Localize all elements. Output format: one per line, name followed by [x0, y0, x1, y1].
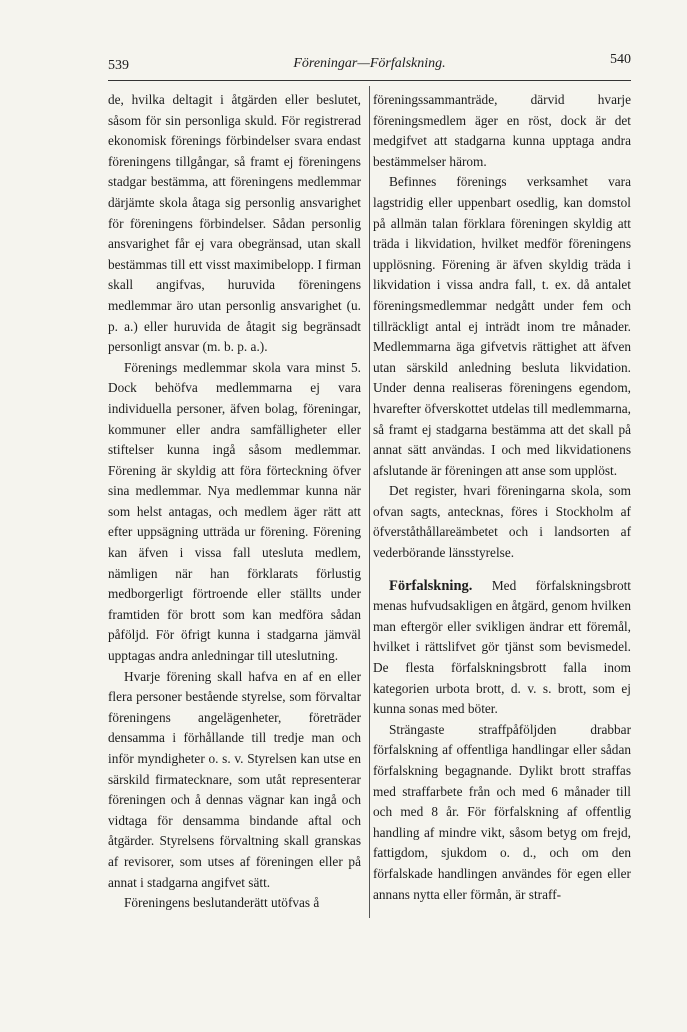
paragraph: Befinnes förenings verksamhet vara lagstridig eller uppenbart osedlig, kan domstol på allmän talan förklara föreningen skyldig att träda i likvidation, hvilket medför föreningens upplösning. Förening är äfven skyldig träda i likvidation i vissa andra fall, t. ex. då antalet föreningsmedlemmar nedgått under fem och tillräckligt antal ej inträdt inom tre månader. Medlemmarna äga gifvetvis rättighet att äfven utan särskild anledning besluta likvidation. Under denna realiseras föreningens egendom, hvarefter öfverskottet utdelas till medlemmarna, så framt ej stadgarna bestämma att det skall på annat sätt användas. I och med likvidationens afslutande är föreningen att anse som upplöst. [373, 174, 631, 478]
article-text: Med förfalskningsbrott menas hufvudsakligen en åtgärd, genom hvilken man eftergör eller svikligen ändrar ett föremål, hvilket i rättslifvet gör tjänst som bevismedel. De flesta förfalskningsbrott falla inom kategorien urbota brott, d. v. s. brott, som ej kunna sonas med böter. [373, 577, 631, 717]
page-number-left: 539 [108, 58, 129, 73]
paragraph: Strängaste straffpåföljden drabbar förfalskning af offentliga handlingar eller sådan förfalskning begagnande. Dylikt brott straffas med straffarbete från och med 6 månader till och med 8 år. För förfalskning af offentlig handling af mindre vikt, såsom betyg om frejd, fattigdom, sjukdom o. d., och om den förfalskade handlingen användes för egen eller annans nytta eller förmån, är straff- [373, 721, 631, 902]
paragraph: föreningssammanträde, därvid hvarje föreningsmedlem äger en röst, dock är det medgifvet att stadgarna kunna upptaga andra bestämmelser härom. [373, 92, 631, 169]
column-divider [369, 86, 370, 918]
paragraph: Förenings medlemmar skola vara minst 5. Dock behöfva medlemmarna ej vara individuella personer, äfven bolag, föreningar, kommuner eller andra samfälligheter eller stiftelser kunna ingå såsom medlemmar. Förening är skyldig att föra förteckning öfver sina medlemmar. Nya medlemmar kunna när som helst antagas, och medlem äger rätt att efter uppsägning utträda ur förening. Förening kan äfven i vissa fall utesluta medlem, nämligen när han förklarats förlustig medborgerligt förtroende eller ställts under framtiden för brott som kan medföra sådan påföljd. För öfrigt kunna i stadgarna jämväl upptagas andra anledningar till uteslutning. [108, 359, 361, 664]
article-heading: Förfalskning. [389, 577, 473, 594]
running-title: Föreningar—Förfalskning. [293, 56, 446, 71]
article-paragraph [373, 576, 631, 720]
header-rule [108, 80, 631, 81]
left-column [108, 90, 361, 914]
paragraph: Det register, hvari föreningarna skola, som ofvan sagts, antecknas, föres i Stockholm af öfverståthållareämbetet och i landsorten af vederbörande länsstyrelse. [373, 483, 631, 561]
right-column [373, 90, 631, 905]
paragraph: de, hvilka deltagit i åtgärden eller beslutet, såsom för sin personliga skuld. För registrerad ekonomisk förenings förbindelser svara endast föreningens tillgångar, så framt ej föreningens stadgar bestämma, att föreningens medlemmar därjämte skola åtaga sig personlig ansvarighet för föreningens förbindelser. Sådan personlig ansvarighet får ej vara obegränsad, utan skall bestämmas till ett visst maximibelopp. I firman skall angifvas, huruvida föreningens medlemmar äro utan personlig ansvarighet (u. p. a.) eller huruvida de åtagit sig begränsadt personligt ansvar (m. b. p. a.). [108, 92, 361, 355]
running-header [108, 52, 631, 74]
paragraph: Föreningens beslutanderätt utöfvas å [124, 895, 320, 911]
page-number-right: 540 [610, 52, 631, 67]
paragraph: Hvarje förening skall hafva en af en eller flera personer bestående styrelse, som förvaltar föreningens angelägenheter, företräder densamma i förhållande till tredje man och inför myndigheter o. s. v. Styrelsen kan utse en särskild firmatecknare, som utåt representerar föreningen och å dennas vägnar kan ingå och vidtaga för densamma bindande aftal och åtgärder. Styrelsens förvaltning skall granskas af revisorer, som utses af föreningen eller på annat i stadgarna angifvet sätt. [108, 668, 361, 890]
